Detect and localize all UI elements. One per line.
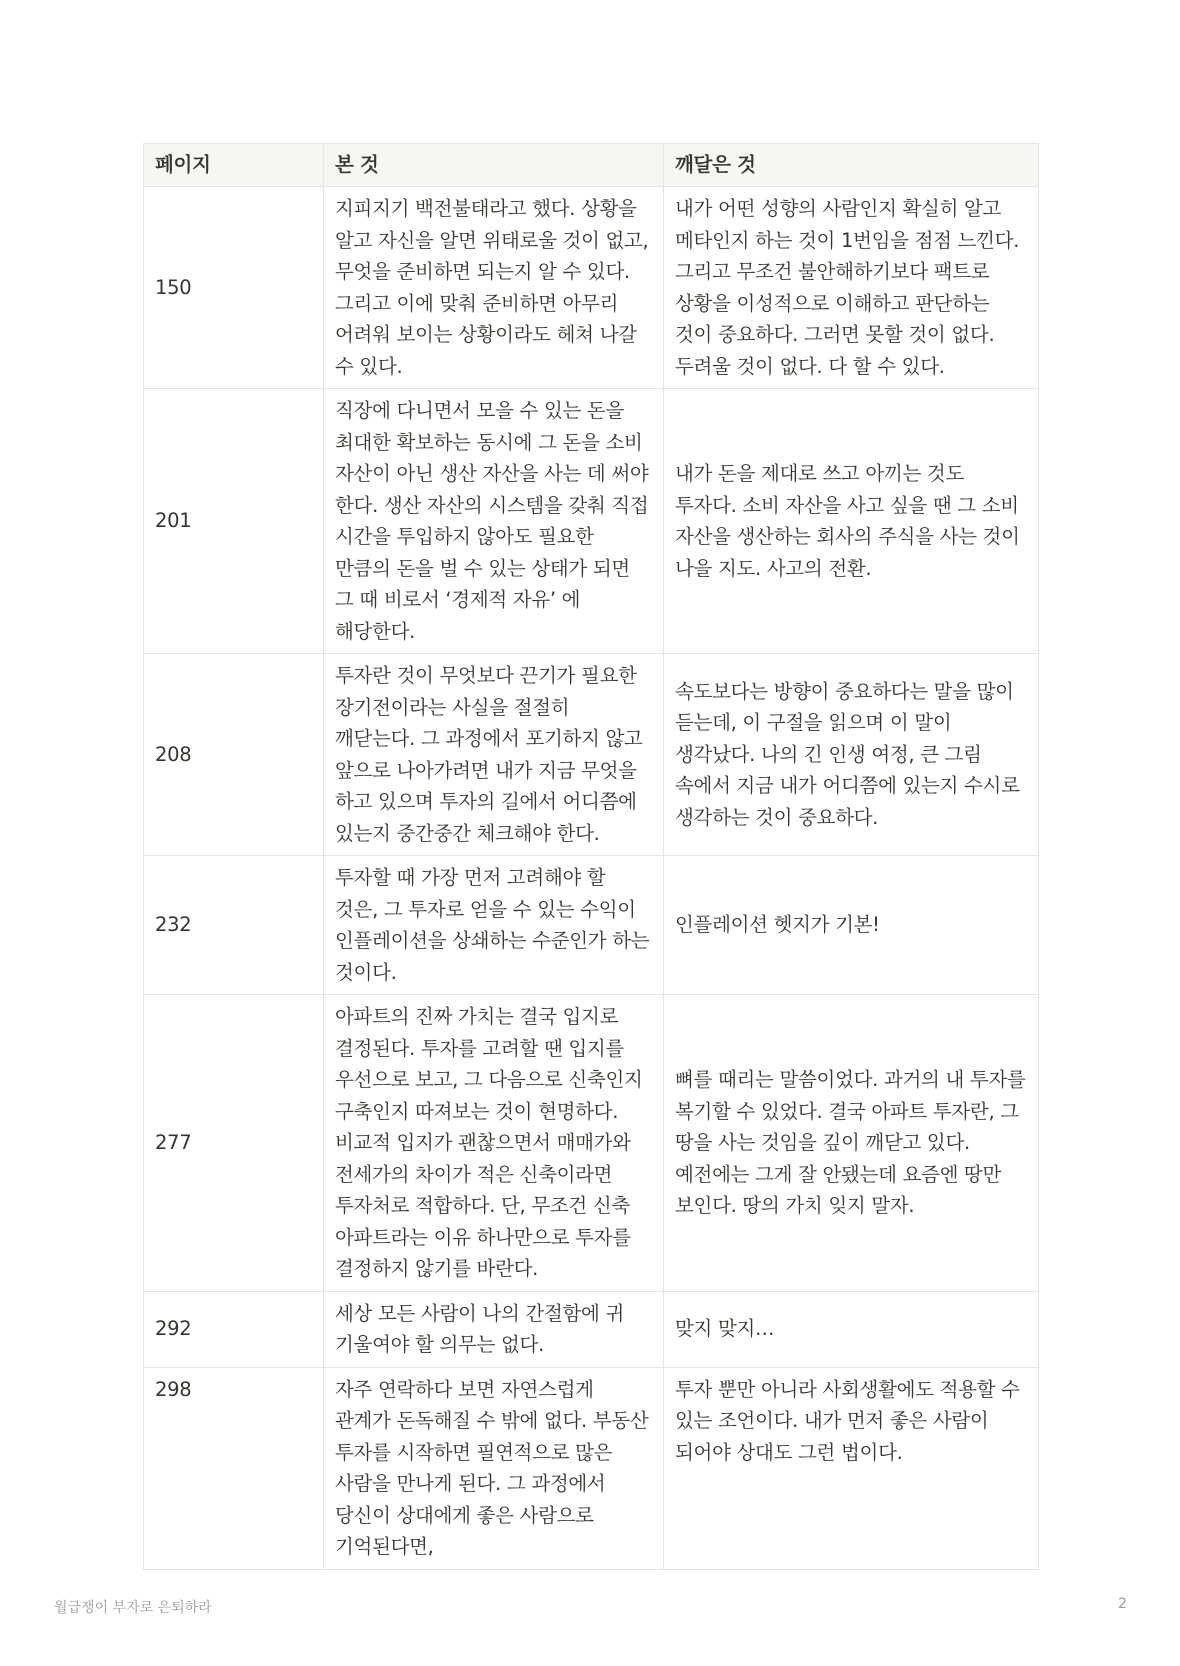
footer-page-number: 2 <box>1118 1596 1127 1612</box>
page-cell: 298 <box>144 1367 324 1569</box>
page-cell: 292 <box>144 1291 324 1367</box>
reading-notes-table <box>143 143 1039 1570</box>
learned-cell: 속도보다는 방향이 중요하다는 말을 많이 듣는데, 이 구절을 읽으며 이 말이 생각났다. 나의 긴 인생 여정, 큰 그림 속에서 지금 내가 어디쯤에 있는지 수시로 생각하는 것이 중요하다. <box>664 654 1039 856</box>
seen-cell: 투자할 때 가장 먼저 고려해야 할 것은, 그 투자로 얻을 수 있는 수익이 인플레이션을 상쇄하는 수준인가 하는 것이다. <box>324 856 664 995</box>
learned-cell: 인플레이션 헷지가 기본! <box>664 856 1039 995</box>
page-cell: 232 <box>144 856 324 995</box>
table-row <box>144 187 1039 389</box>
header-page: 페이지 <box>144 144 324 187</box>
page-cell: 150 <box>144 187 324 389</box>
table-row <box>144 995 1039 1292</box>
seen-cell: 직장에 다니면서 모을 수 있는 돈을 최대한 확보하는 동시에 그 돈을 소비 자산이 아닌 생산 자산을 사는 데 써야 한다. 생산 자산의 시스템을 갖춰 직접 시간을 투입하지 않아도 필요한 만큼의 돈을 벌 수 있는 상태가 되면 그 때 비로서 ‘경제적 자유’ 에 해당한다. <box>324 389 664 654</box>
seen-cell: 자주 연락하다 보면 자연스럽게 관계가 돈독해질 수 밖에 없다. 부동산 투자를 시작하면 필연적으로 많은 사람을 만나게 된다. 그 과정에서 당신이 상대에게 좋은 사람으로 기억된다면, <box>324 1367 664 1569</box>
table-row <box>144 389 1039 654</box>
learned-cell: 내가 돈을 제대로 쓰고 아끼는 것도 투자다. 소비 자산을 사고 싶을 땐 그 소비 자산을 생산하는 회사의 주식을 사는 것이 나을 지도. 사고의 전환. <box>664 389 1039 654</box>
page-cell: 277 <box>144 995 324 1292</box>
learned-cell: 투자 뿐만 아니라 사회생활에도 적용할 수 있는 조언이다. 내가 먼저 좋은 사람이 되어야 상대도 그런 법이다. <box>664 1367 1039 1569</box>
notes-table-container <box>143 143 1038 1558</box>
page-cell: 208 <box>144 654 324 856</box>
learned-cell: 뼈를 때리는 말씀이었다. 과거의 내 투자를 복기할 수 있었다. 결국 아파트 투자란, 그 땅을 사는 것임을 깊이 깨닫고 있다. 예전에는 그게 잘 안됐는데 요즘엔 땅만 보인다. 땅의 가치 잊지 말자. <box>664 995 1039 1292</box>
learned-cell: 맞지 맞지… <box>664 1291 1039 1367</box>
table-row <box>144 654 1039 856</box>
table-header-row <box>144 144 1039 187</box>
footer-document-title: 월급쟁이 부자로 은퇴하라 <box>54 1600 212 1616</box>
table-row <box>144 1367 1039 1569</box>
header-seen: 본 것 <box>324 144 664 187</box>
seen-cell: 투자란 것이 무엇보다 끈기가 필요한 장기전이라는 사실을 절절히 깨닫는다. 그 과정에서 포기하지 않고 앞으로 나아가려면 내가 지금 무엇을 하고 있으며 투자의 길에서 어디쯤에 있는지 중간중간 체크해야 한다. <box>324 654 664 856</box>
page-cell: 201 <box>144 389 324 654</box>
learned-cell: 내가 어떤 성향의 사람인지 확실히 알고 메타인지 하는 것이 1번임을 점점 느낀다. 그리고 무조건 불안해하기보다 팩트로 상황을 이성적으로 이해하고 판단하는 것이 중요하다. 그러면 못할 것이 없다. 두려울 것이 없다. 다 할 수 있다. <box>664 187 1039 389</box>
seen-cell: 세상 모든 사람이 나의 간절함에 귀 기울여야 할 의무는 없다. <box>324 1291 664 1367</box>
table-row <box>144 1291 1039 1367</box>
table-row <box>144 856 1039 995</box>
seen-cell: 지피지기 백전불태라고 했다. 상황을 알고 자신을 알면 위태로울 것이 없고, 무엇을 준비하면 되는지 알 수 있다. 그리고 이에 맞춰 준비하면 아무리 어려워 보이는 상황이라도 헤쳐 나갈 수 있다. <box>324 187 664 389</box>
seen-cell: 아파트의 진짜 가치는 결국 입지로 결정된다. 투자를 고려할 땐 입지를 우선으로 보고, 그 다음으로 신축인지 구축인지 따져보는 것이 현명하다. 비교적 입지가 괜찮으면서 매매가와 전세가의 차이가 적은 신축이라면 투자처로 적합하다. 단, 무조건 신축 아파트라는 이유 하나만으로 투자를 결정하지 않기를 바란다. <box>324 995 664 1292</box>
header-learned: 깨달은 것 <box>664 144 1039 187</box>
